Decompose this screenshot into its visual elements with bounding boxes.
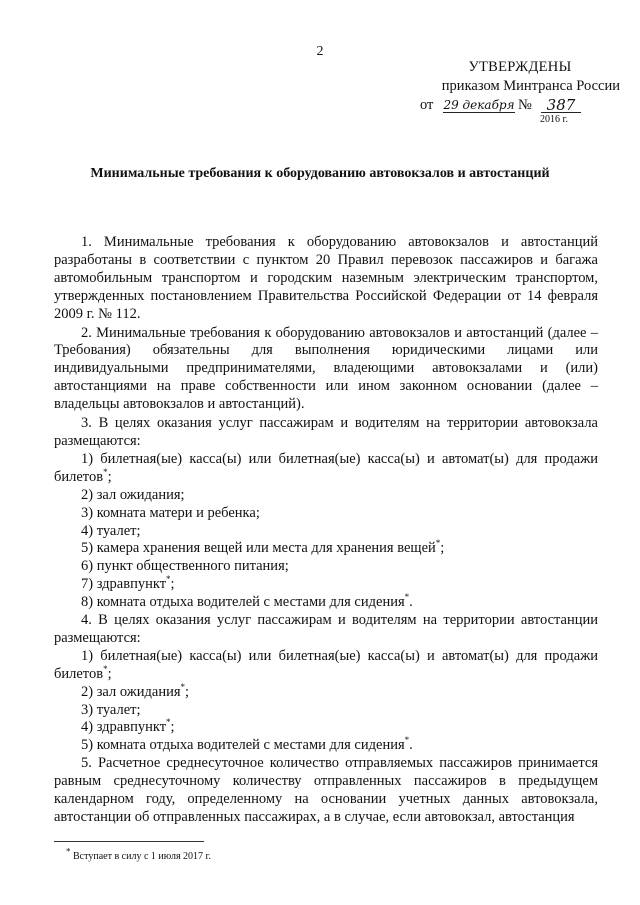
list-item: 6) пункт общественного питания; [81,558,289,575]
footnote-divider [54,841,204,842]
paragraph-4: 4. В целях оказания услуг пассажирам и водителям на территории автостанции размещаются: [54,612,598,646]
paragraph-3: 3. В целях оказания услуг пассажирам и водителям на территории автовокзала размещаются: [54,415,598,449]
list-item: 7) здравпункт*; [81,574,175,593]
list-item: 5) комната отдыха водителей с местами для сидения*. [81,735,413,754]
order-number-label: № [518,97,532,113]
approval-title: УТВЕРЖДЕНЫ [468,59,572,75]
footnote [66,846,212,862]
list-item: 4) здравпункт*; [81,717,175,736]
list-item: 2) зал ожидания; [81,486,185,503]
list-item: 3) туалет; [81,701,141,718]
order-number-field [541,96,581,113]
paragraph-1: 1. Минимальные требования к оборудованию автовокзалов и автостанций разработаны в соответствии с пунктом 20 Правил перевозок пассажиров и багажа автомобильным транспортом и городским наземным электрическим транспортом, утвержденных постановлением Правительства Российской Федерации от 14 февраля 2009 г. № 112. [54,234,598,322]
list-item: 8) комната отдыха водителей с местами для сидения*. [81,592,413,611]
footnote-mark: * [404,592,410,603]
footnote-mark: * [103,663,108,674]
list-item: 1) билетная(ые) касса(ы) или билетная(ые) касса(ы) и автомат(ы) для продажи билетов*; [54,450,598,485]
approval-ministry: приказом Минтранса России [441,78,620,94]
list-item: 3) комната матери и ребенка; [81,504,260,521]
order-number-handwritten: 387 [546,96,576,114]
footnote-mark: * [103,466,108,477]
footnote-mark: * [66,846,71,857]
document-title: Минимальные требования к оборудованию автовокзалов и автостанций [90,166,550,181]
list-item: 2) зал ожидания*; [81,681,190,700]
order-year-handwritten: 2016 г. [540,114,568,125]
order-date-handwritten: 29 декабря [443,98,515,112]
list-item: 5) камера хранения вещей или места для хранения вещей*; [81,538,445,557]
list-item: 1) билетная(ые) касса(ы) или билетная(ые) касса(ы) и автомат(ы) для продажи билетов*; [54,647,598,682]
approval-stamp [420,58,620,126]
order-line [420,96,620,114]
footnote-mark: * [404,735,410,746]
footnote-mark: * [166,574,171,585]
footnote-mark: * [166,717,171,728]
list-item: 4) туалет; [81,522,141,539]
footnote-text: Вступает в силу с 1 июля 2017 г. [73,851,212,862]
document-body [54,234,598,827]
paragraph-5: 5. Расчетное среднесуточное количество отправляемых пассажиров принимается равным среднесуточному количеству отправленных пассажиров в предыдущем календарном году, определенному на основании учетных данных автовокзала, автостанции об отправленных пассажирах, а в случае, если автовокзал, автостанция [54,755,598,825]
footnote-mark: * [180,681,186,692]
order-from-label: от [420,97,434,113]
order-date-field [443,96,515,113]
footnote-mark: * [435,538,441,549]
paragraph-2: 2. Минимальные требования к оборудованию автовокзалов и автостанций (далее – Требования) обязательны для выполнения юридическими лицами или индивидуальными предпринимателями, владеющими автовокзалами и (или) автостанциями на праве собственности или ином законном основании (далее – владельцы автовокзалов и автостанций). [54,324,598,413]
page-number: 2 [316,44,324,59]
